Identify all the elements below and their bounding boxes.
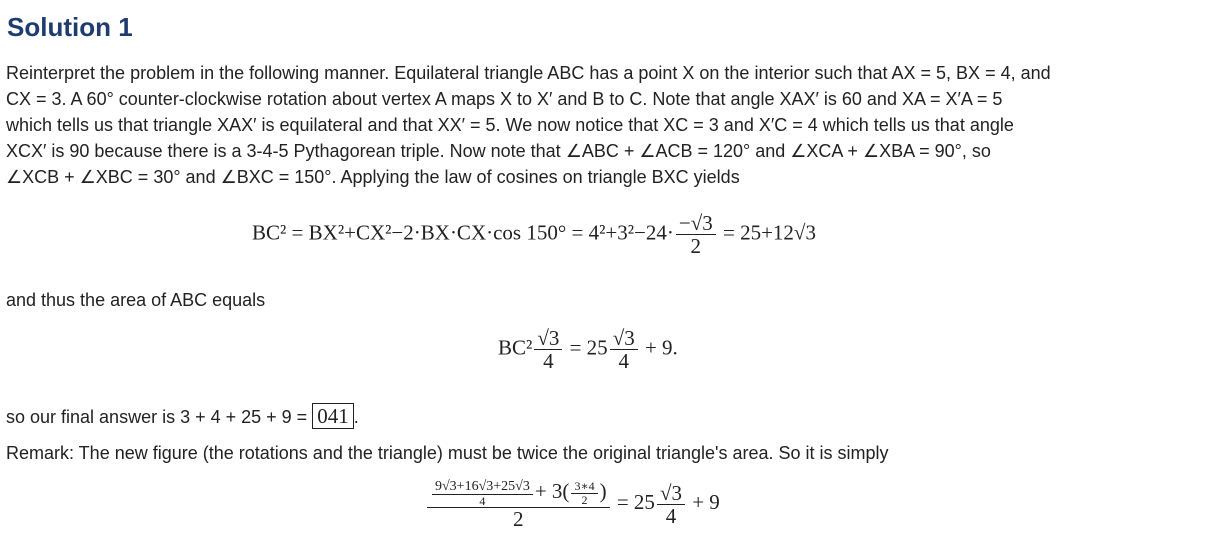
plus-three: + 3( <box>534 479 570 503</box>
outer-numerator <box>427 478 610 508</box>
fraction-numerator: −√3 <box>676 212 716 235</box>
fraction-denominator: 2 <box>690 234 702 258</box>
equation-mid: = 25 <box>616 489 655 514</box>
paragraph-line: Reinterpret the problem in the following manner. Equilateral triangle ABC has a point X on the interior such that AX = 5, BX = 4, and <box>6 63 1051 83</box>
fraction-denominator: 4 <box>665 503 677 528</box>
law-of-cosines-equation <box>252 212 816 257</box>
inner-numerator: 9√3+16√3+25√3 <box>432 479 533 495</box>
remark-text: Remark: The new figure (the rotations and the triangle) must be twice the original triangle's area. So it is simply <box>6 443 889 463</box>
area-equation <box>498 327 678 372</box>
fraction <box>657 482 685 527</box>
fraction-denominator: 4 <box>618 349 629 373</box>
page-title: Solution 1 <box>7 12 133 42</box>
equation-mid: = 25 <box>569 335 608 360</box>
equation-right: + 9. <box>644 335 678 360</box>
fraction <box>610 327 638 372</box>
fraction-numerator: √3 <box>657 482 685 505</box>
final-answer-box: 041 <box>312 403 354 429</box>
tiny-denominator: 2 <box>581 493 588 508</box>
paragraph-line: CX = 3. A 60° counter-clockwise rotation about vertex A maps X to X′ and B to C. Note that angle XAX′ is 60 and XA = X′A = 5 <box>6 89 1003 109</box>
paragraph-line: ∠XCB + ∠XBC = 30° and ∠BXC = 150°. Applying the law of cosines on triangle BXC yields <box>6 167 740 187</box>
paragraph-line: which tells us that triangle XAX′ is equilateral and that XX′ = 5. We now notice that XC = 3 and X′C = 4 which tells us that angle <box>6 115 1014 135</box>
equation-right: + 9 <box>692 489 720 514</box>
tiny-numerator: 3∗4 <box>571 480 597 494</box>
remark-equation <box>425 478 720 530</box>
outer-denominator: 2 <box>513 507 524 532</box>
equation-left: BC² <box>498 335 533 360</box>
close-paren: ) <box>599 479 607 503</box>
inner-fraction <box>432 479 533 507</box>
area-intro-text: and thus the area of ABC equals <box>6 290 266 310</box>
fraction-numerator: √3 <box>534 327 562 350</box>
fraction-numerator: √3 <box>610 327 638 350</box>
inner-denominator: 4 <box>479 494 486 509</box>
final-answer-prefix: so our final answer is 3 + 4 + 25 + 9 = <box>6 407 308 427</box>
outer-fraction <box>427 478 610 530</box>
fraction <box>534 327 562 372</box>
solution-paragraph <box>6 60 1176 190</box>
equation-right: = 25+12√3 <box>722 220 816 245</box>
final-answer-period: . <box>353 407 359 427</box>
equation-left: BC² = BX²+CX²−2·BX·CX·cos 150° = 4²+3²−24· <box>252 220 674 245</box>
fraction-denominator: 4 <box>543 349 554 373</box>
paragraph-line: XCX′ is 90 because there is a 3-4-5 Pythagorean triple. Now note that ∠ABC + ∠ACB = 120° and ∠XCA + ∠XBA = 90°, so <box>6 141 991 161</box>
tiny-fraction <box>571 480 597 506</box>
final-answer-text <box>6 403 1176 430</box>
fraction <box>676 212 716 257</box>
